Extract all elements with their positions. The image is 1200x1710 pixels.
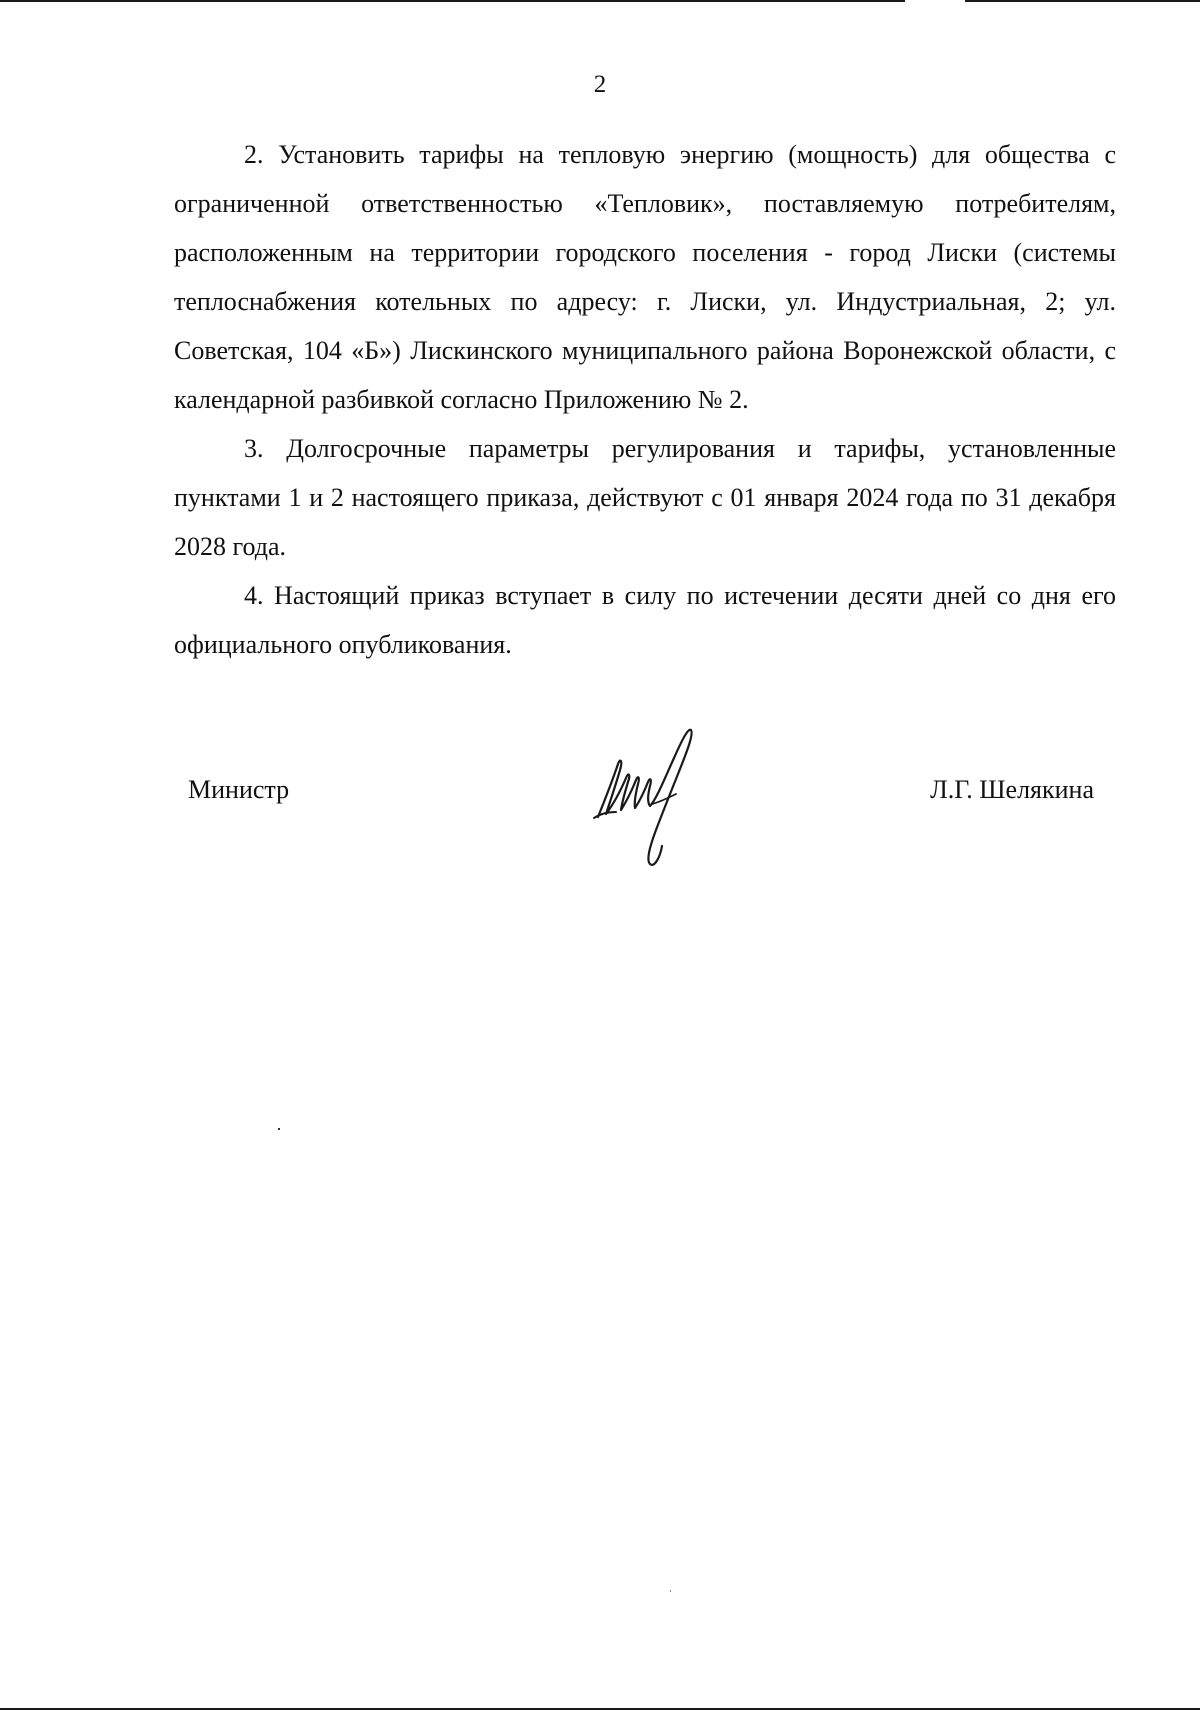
scan-speck [670,1590,671,1592]
page-top-border-gap [905,0,965,2]
paragraph-4: 4. Настоящий приказ вступает в силу по истечении десяти дней со дня его официального опубликования. [174,581,1116,659]
handwritten-signature [590,722,710,872]
scan-speck [278,1128,280,1130]
signatory-name: Л.Г. Шелякина [930,775,1094,804]
signature-block [0,760,1200,880]
position-title: Министр [188,775,290,804]
page-number: 2 [593,71,607,98]
page-top-border [0,0,1200,2]
paragraph-3: 3. Долгосрочные параметры регулирования и тарифы, установленные пунктами 1 и 2 настоящего приказа, действуют с 01 января 2024 года по 31 декабря 2028 года. [174,434,1116,561]
paragraph-2: 2. Установить тарифы на тепловую энергию (мощность) для общества с ограниченной ответственностью «Тепловик», поставляемую потребителям, расположенным на территории городского поселения - город Лиски (системы теплоснабжения котельных по адресу: г. Лиски, ул. Индустриальная, 2; ул. Советская, 104 «Б») Лискинского муниципального района Воронежской области, с календарной разбивкой согласно Приложению № 2. [174,140,1116,414]
document-body [174,130,1116,669]
